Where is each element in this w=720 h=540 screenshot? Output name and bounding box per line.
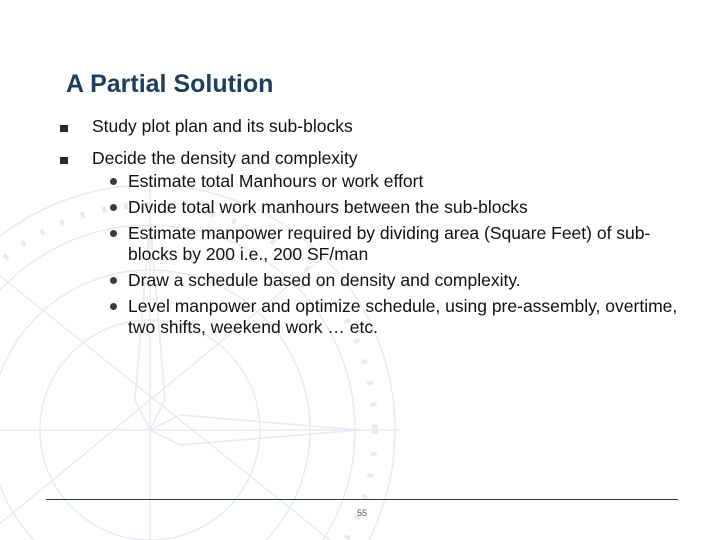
footer-divider [46,499,678,500]
round-bullet-icon [110,277,117,284]
sub-bullet-item [92,223,680,265]
round-bullet-icon [110,178,117,185]
round-bullet-icon [110,303,117,310]
sub-bullet-item [92,270,680,291]
sub-bullet-text: Divide total work manhours between the sub-blocks [128,197,528,217]
sub-bullet-list [92,171,680,338]
bullet-item [60,116,680,137]
bullet-list [60,116,680,349]
square-bullet-icon [60,125,68,132]
slide-title: A Partial Solution [66,70,274,98]
bullet-text: Decide the density and complexity [92,148,358,168]
sub-bullet-item [92,296,680,338]
round-bullet-icon [110,230,117,237]
sub-bullet-text: Estimate total Manhours or work effort [128,171,424,191]
page-number: 55 [356,508,367,518]
sub-bullet-item [92,171,680,192]
bullet-text: Study plot plan and its sub-blocks [92,116,353,136]
sub-bullet-text: Level manpower and optimize schedule, using pre-assembly, overtime, two shifts, weekend work … etc. [128,296,678,337]
sub-bullet-item [92,197,680,218]
sub-bullet-text: Draw a schedule based on density and complexity. [128,270,521,290]
bullet-item [60,148,680,338]
round-bullet-icon [110,204,117,211]
sub-bullet-text: Estimate manpower required by dividing area (Square Feet) of sub-blocks by 200 i.e., 200 SF/man [128,223,651,264]
square-bullet-icon [60,157,68,164]
